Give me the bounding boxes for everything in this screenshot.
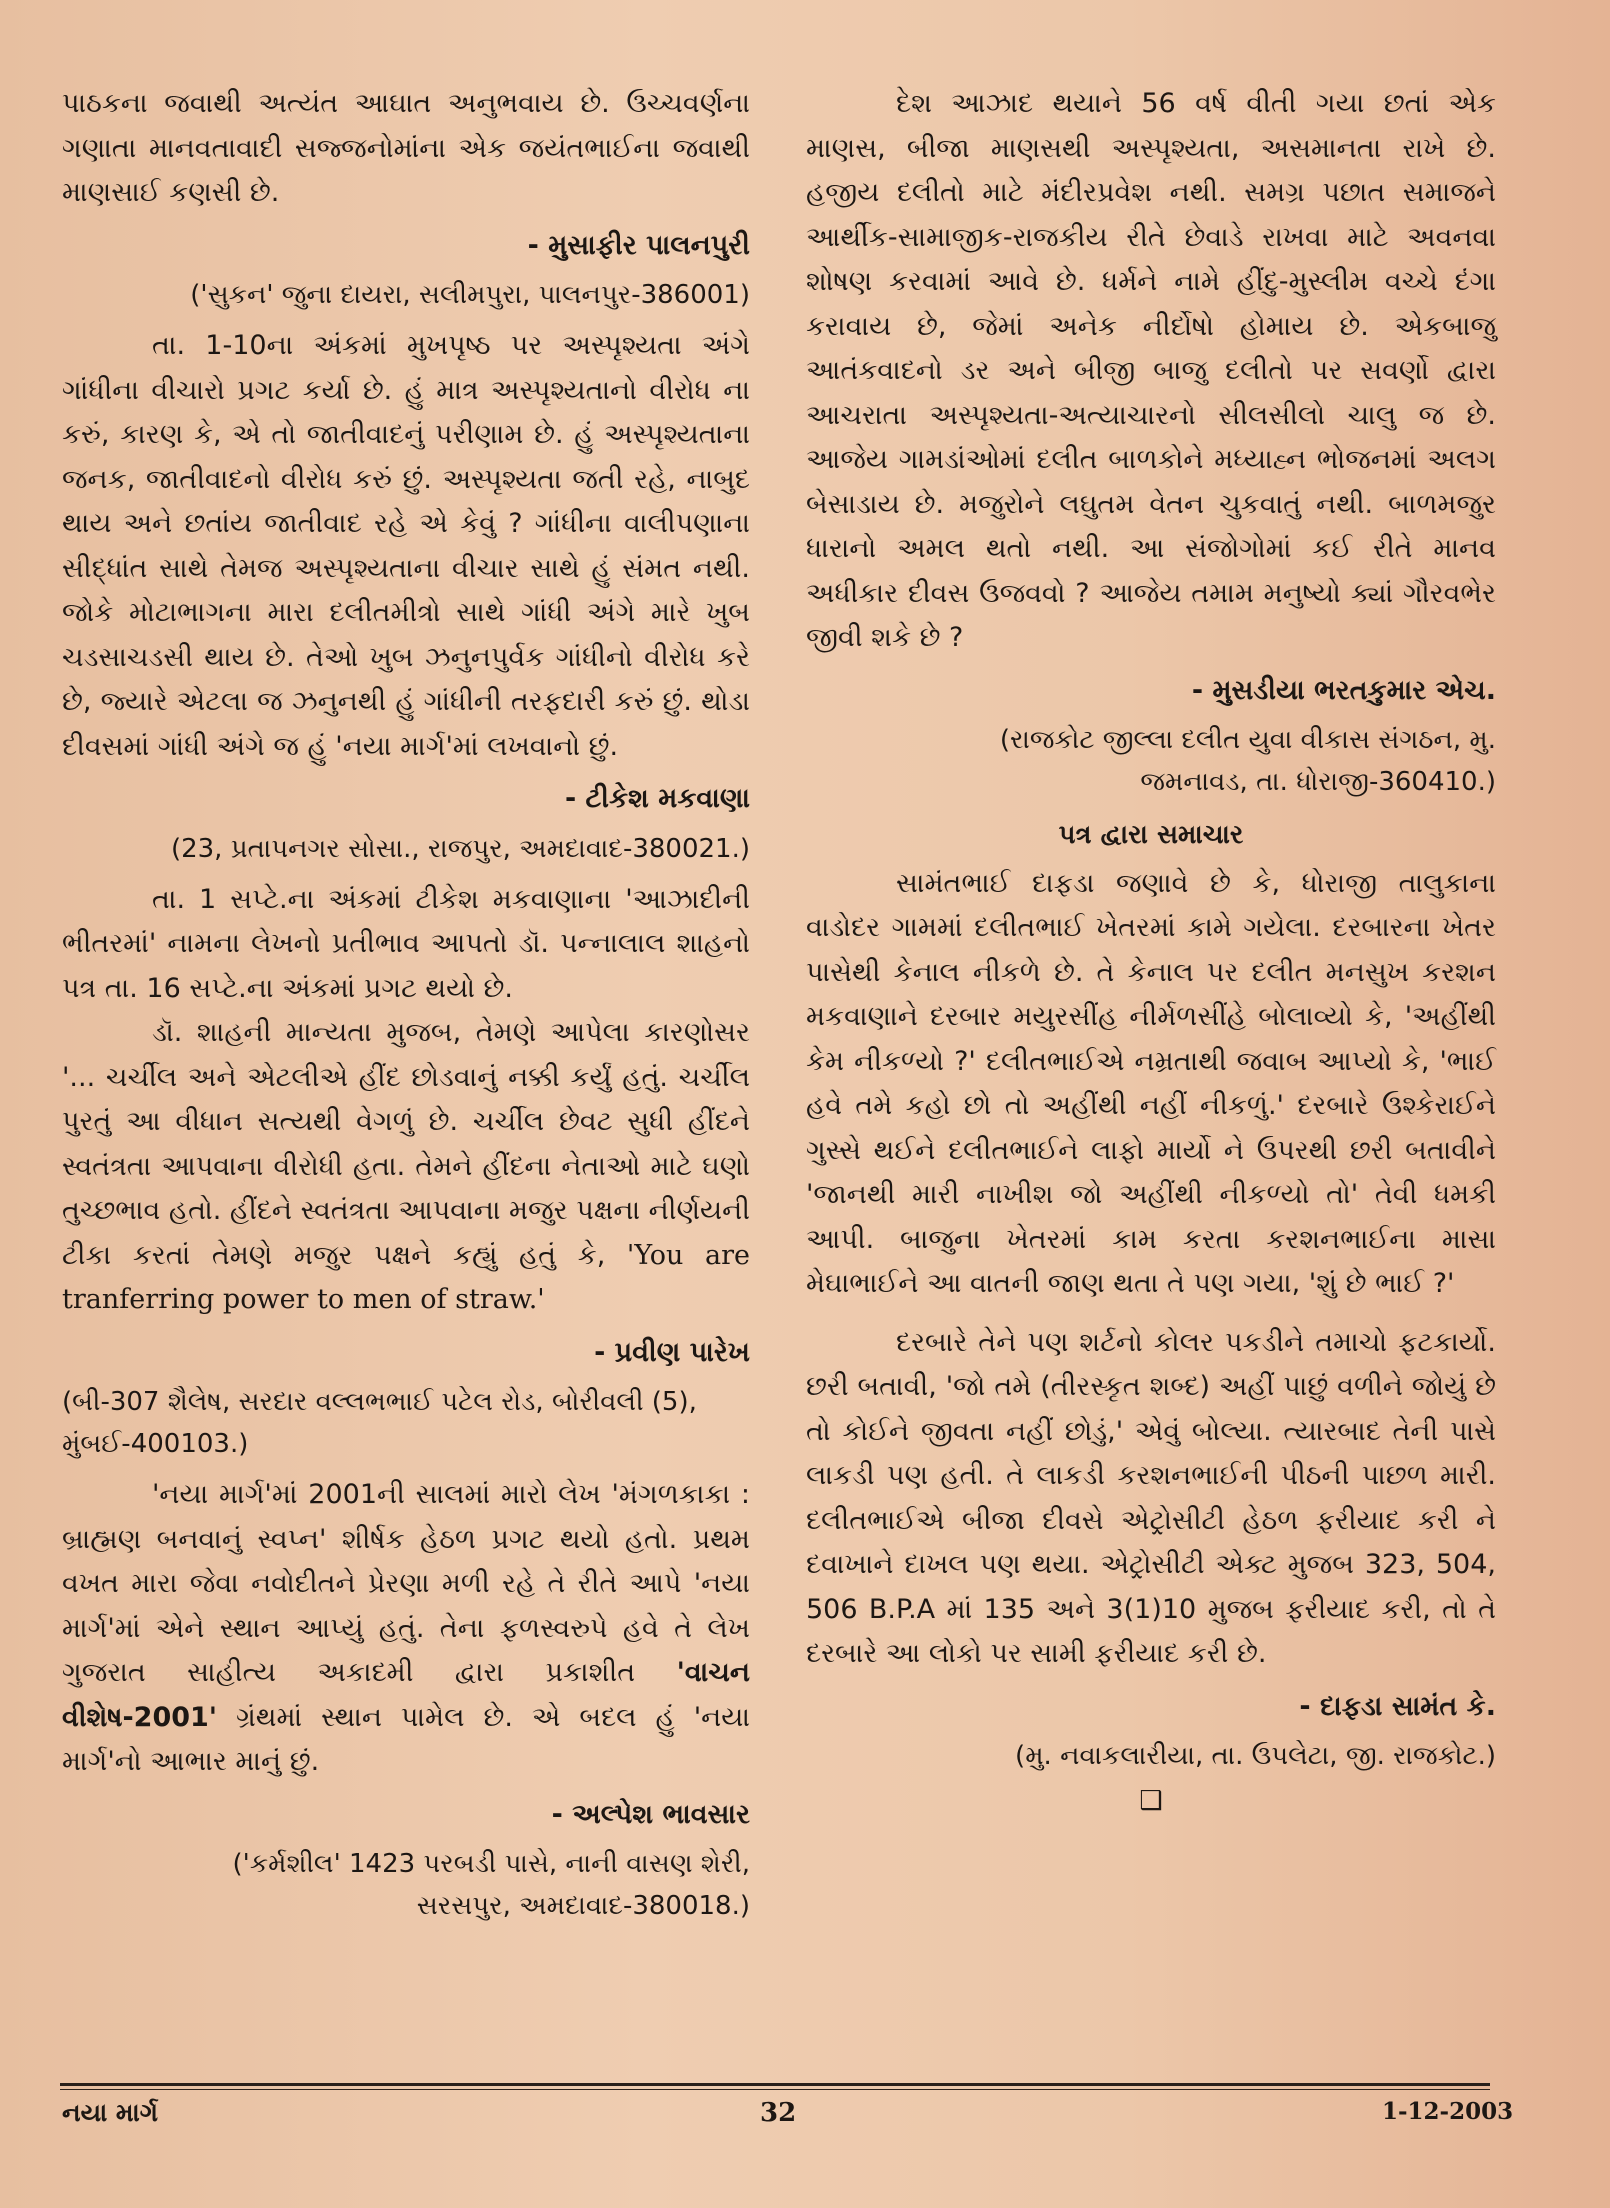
author-address: (23, પ્રતાપનગર સોસા., રાજપુર, અમદાવાદ-380021.) bbox=[170, 833, 750, 864]
paragraph: પાઠકના જવાથી અત્યંત આઘાત અનુભવાય છે. ઉચ્ચવર્ણના ગણાતા માનવતાવાદી સજ્જનોમાંના એક જયંતભાઈના જવાથી માણસાઈ કણસી છે. bbox=[62, 88, 750, 208]
author-signature: - મુસાફીર પાલનપુરી bbox=[527, 229, 750, 261]
paragraph bbox=[62, 1011, 750, 1323]
paragraph: દરબારે તેને પણ શર્ટનો કોલર પકડીને તમાચો ફટકાર્યો. છરી બતાવી, 'જો તમે (તીરસ્કૃત શબ્દ) અહીં પાછું વળીને જોયું છે તો કોઈને જીવતા નહીં છોડું,' એવું બોલ્યા. ત્યારબાદ તેની પાસે લાકડી પણ હતી. તે લાકડી કરશનભાઈની પીઠની પાછળ મારી. દલીતભાઈએ બીજા દીવસે એટ્રોસીટી હેઠળ ફરીયાદ કરી ને દવાખાને દાખલ પણ થયા. એટ્રોસીટી એક્ટ મુજબ 323, 504, 506 B.P.A માં 135 અને 3(1)10 મુજબ ફરીયાદ કરી, તો તે દરબારે આ લોકો પર સામી ફરીયાદ કરી છે. bbox=[806, 1326, 1496, 1669]
author-address: જમનાવડ, તા. ધોરાજી-360410.) bbox=[1140, 767, 1496, 797]
footer-divider bbox=[60, 2083, 1490, 2086]
paragraph: તા. 1-10ના અંકમાં મુખપૃષ્ઠ પર અસ્પૃશ્યતા અંગે ગાંધીના વીચારો પ્રગટ કર્યા છે. હું માત્ર અસ્પૃશ્યતાનો વીરોધ ના કરું, કારણ કે, એ તો જાતીવાદનું પરીણામ છે. હું અસ્પૃશ્યતાના જનક, જાતીવાદનો વીરોધ કરું છું. અસ્પૃશ્યતા જતી રહે, નાબુદ થાય અને છતાંય જાતીવાદ રહે એ કેવું ? ગાંધીના વાલીપણાના સીદ્ધાંત સાથે તેમજ અસ્પૃશ્યતાના વીચાર સાથે હું સંમત નથી. જોકે મોટાભાગના મારા દલીતમીત્રો સાથે ગાંધી અંગે મારે ખુબ ચડસાચડસી થાય છે. તેઓ ખુબ ઝનુનપુર્વક ગાંધીનો વીરોધ કરે છે, જ્યારે એટલા જ ઝનુનથી હું ગાંધીની તરફદારી કરું છું. થોડા દીવસમાં ગાંધી અંગે જ હું 'નયા માર્ગ'માં લખવાનો છું. bbox=[62, 330, 750, 762]
author-address: (રાજકોટ જીલ્લા દલીત યુવા વીકાસ સંગઠન, મુ. bbox=[999, 725, 1496, 755]
footer-magazine-title: નયા માર્ગ bbox=[62, 2098, 158, 2127]
author-address: (મુ. નવાકલારીયા, તા. ઉપલેટા, જી. રાજકોટ.) bbox=[1015, 1741, 1496, 1771]
paragraph-text: ડૉ. શાહની માન્યતા મુજબ, તેમણે આપેલા કારણોસર '... ચર્ચીલ અને એટલીએ હીંદ છોડવાનું નક્કી કર્યું હતું. ચર્ચીલ પુરતું આ વીધાન સત્યથી વેગળું છે. ચર્ચીલ છેવટ સુધી હીંદને સ્વતંત્રતા આપવાના વીરોધી હતા. તેમને હીંદના નેતાઓ માટે ઘણો તુચ્છભાવ હતો. હીંદને સ્વતંત્રતા આપવાના મજુર પક્ષના નીર્ણયની ટીકા કરતાં તેમણે મજુર પક્ષને કહ્યું હતું કે, bbox=[62, 1017, 750, 1271]
left-column bbox=[62, 82, 750, 1935]
author-address: ('સુકન' જુના દાયરા, સલીમપુરા, પાલનપુર-386001) bbox=[190, 280, 750, 310]
english-quote: 'You are tranferring power to men of straw.' bbox=[62, 1239, 751, 1315]
paragraph-text: ગ્રંથમાં સ્થાન પામેલ છે. એ બદલ હું 'નયા માર્ગ'નો આભાર માનું છું. bbox=[62, 1701, 750, 1777]
footer-date: 1-12-2003 bbox=[1382, 2098, 1514, 2125]
section-heading: પત્ર દ્વારા સમાચાર bbox=[1058, 820, 1244, 850]
footer-divider bbox=[60, 2089, 1490, 2090]
end-mark-icon: ❑ bbox=[1139, 1786, 1163, 1816]
paragraph bbox=[62, 1473, 750, 1785]
paragraph-text: 'નયા માર્ગ'માં 2001ની સાલમાં મારો લેખ 'મંગળકાકા : બ્રાહ્મણ બનવાનું સ્વપ્ન' શીર્ષક હેઠળ પ્રગટ થયો હતો. પ્રથમ વખત મારા જેવા નવોદીતને પ્રેરણા મળી રહે તે રીતે આપે 'નયા માર્ગ'માં એને સ્થાન આપ્યું હતું. તેના ફળસ્વરુપે હવે તે લેખ ગુજરાત સાહીત્ય અકાદમી દ્વારા પ્રકાશીત bbox=[62, 1479, 750, 1688]
author-signature: - પ્રવીણ પારેખ bbox=[594, 1336, 750, 1368]
author-signature: - મુસડીયા ભરતકુમાર એચ. bbox=[1191, 674, 1496, 706]
author-signature: - દાફડા સામંત કે. bbox=[1299, 1690, 1496, 1722]
author-address: સરસપુર, અમદાવાદ-380018.) bbox=[416, 1891, 750, 1921]
author-address: (બી-307 શૈલેષ, સરદાર વલ્લભભાઈ પટેલ રોડ, બોરીવલી (5), મુંબઈ-400103.) bbox=[62, 1387, 697, 1459]
paragraph: દેશ આઝાદ થયાને 56 વર્ષ વીતી ગયા છતાં એક માણસ, બીજા માણસથી અસ્પૃશ્યતા, અસમાનતા રાખે છે. હજીય દલીતો માટે મંદીરપ્રવેશ નથી. સમગ્ર પછાત સમાજને આર્થીક-સામાજીક-રાજકીય રીતે છેવાડે રાખવા માટે અવનવા શોષણ કરવામાં આવે છે. ધર્મને નામે હીંદુ-મુસ્લીમ વચ્ચે દંગા કરાવાય છે, જેમાં અનેક નીર્દોષો હોમાય છે. એકબાજુ આતંકવાદનો ડર અને બીજી બાજુ દલીતો પર સવર્ણો દ્વારા આચરાતા અસ્પૃશ્યતા-અત્યાચારનો સીલસીલો ચાલુ જ છે. આજેય ગામડાંઓમાં દલીત બાળકોને મધ્યાહ્ન ભોજનમાં અલગ બેસાડાય છે. મજુરોને લઘુતમ વેતન ચુકવાતું નથી. બાળમજુર ધારાનો અમલ થતો નથી. આ સંજોગોમાં કઈ રીતે માનવ અધીકાર દીવસ ઉજવવો ? આજેય તમામ મનુષ્યો ક્યાં ગૌરવભેર જીવી શકે છે ? bbox=[806, 88, 1496, 653]
author-address: ('કર્મશીલ' 1423 પરબડી પાસે, નાની વાસણ શેરી, bbox=[232, 1849, 750, 1879]
footer-page-number: 32 bbox=[760, 2098, 797, 2128]
author-signature: - અલ્પેશ ભાવસાર bbox=[551, 1798, 750, 1830]
book-title: 'વાચન વીશેષ-2001' bbox=[62, 1657, 750, 1733]
paragraph: સામંતભાઈ દાફડા જણાવે છે કે, ધોરાજી તાલુકાના વાડોદર ગામમાં દલીતભાઈ ખેતરમાં કામે ગયેલા. દરબારના ખેતર પાસેથી કેનાલ નીકળે છે. તે કેનાલ પર દલીત મનસુખ કરશન મકવાણાને દરબાર મયુરસીંહ નીર્મળસીંહે બોલાવ્યો કે, 'અહીંથી કેમ નીકળ્યો ?' દલીતભાઈએ નમ્રતાથી જવાબ આપ્યો કે, 'ભાઈ હવે તમે કહો છો તો અહીંથી નહીં નીકળું.' દરબારે ઉશ્કેરાઈને ગુસ્સે થઈને દલીતભાઈને લાફો માર્યો ને ઉપરથી છરી બતાવીને 'જાનથી મારી નાખીશ જો અહીંથી નીકળ્યો તો' તેવી ધમકી આપી. બાજુના ખેતરમાં કામ કરતા કરશનભાઈના માસા મેઘાભાઈને આ વાતની જાણ થતા તે પણ ગયા, 'શું છે ભાઈ ?' bbox=[806, 867, 1496, 1299]
right-column bbox=[806, 82, 1496, 1824]
paragraph: તા. 1 સપ્ટે.ના અંકમાં ટીકેશ મકવાણાના 'આઝાદીની ભીતરમાં' નામના લેખનો પ્રતીભાવ આપતો ડૉ. પન્નાલાલ શાહનો પત્ર તા. 16 સપ્ટે.ના અંકમાં પ્રગટ થયો છે. bbox=[62, 883, 750, 1004]
author-signature: - ટીકેશ મકવાણા bbox=[564, 783, 750, 814]
